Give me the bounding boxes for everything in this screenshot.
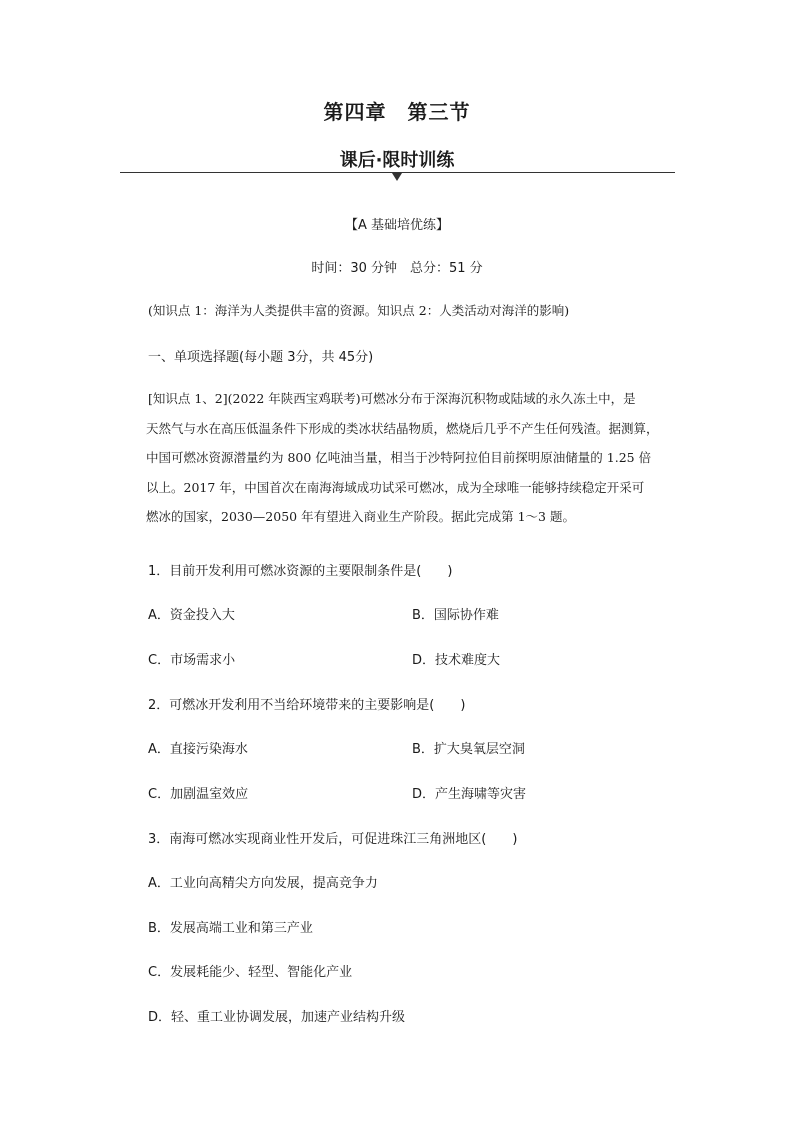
- passage-line: [知识点 1、2](2022 年陕西宝鸡联考)可燃冰分布于深海沉积物或陆域的永久冻土中，是: [148, 391, 636, 406]
- question-2-stem: 2．可燃冰开发利用不当给环境带来的主要影响是( ): [148, 698, 466, 713]
- level-label: 【A 基础培优练】: [344, 218, 450, 233]
- reading-passage: [148, 384, 676, 532]
- question-2-option-a[interactable]: A．直接污染海水: [148, 742, 248, 757]
- question-1-option-b[interactable]: B．国际协作难: [412, 608, 499, 623]
- chapter-title: 第四章 第三节: [323, 100, 471, 124]
- passage-line: 中国可燃冰资源潜量约为 800 亿吨油当量，相当于沙特阿拉伯目前探明原油储量的 1.25 倍: [146, 450, 652, 465]
- passage-line: 天然气与水在高压低温条件下形成的类冰状结晶物质，燃烧后几乎不产生任何残渣。据测算，: [146, 420, 659, 436]
- passage-line: 以上。2017 年，中国首次在南海海域成功试采可燃冰，成为全球唯一能够持续稳定开采可: [146, 479, 645, 495]
- time-info: 时间：30 分钟 总分：51 分: [311, 261, 483, 276]
- part-title: 一、单项选择题(每小题 3分，共 45分): [148, 350, 374, 365]
- question-1-stem: 1．目前开发利用可燃冰资源的主要限制条件是( ): [148, 564, 453, 579]
- question-1-option-a[interactable]: A．资金投入大: [148, 608, 235, 623]
- question-3-stem: 3．南海可燃冰实现商业性开发后，可促进珠江三角洲地区( ): [148, 832, 518, 847]
- section-subtitle: 课后·限时训练: [339, 150, 455, 171]
- question-1-option-c[interactable]: C．市场需求小: [148, 653, 236, 668]
- question-2-option-b[interactable]: B．扩大臭氧层空洞: [412, 742, 525, 757]
- question-3-option-d[interactable]: D．轻、重工业协调发展，加速产业结构升级: [148, 1010, 406, 1025]
- question-3-option-a[interactable]: A．工业向高精尖方向发展，提高竞争力: [148, 876, 378, 891]
- question-1-option-d[interactable]: D．技术难度大: [412, 653, 501, 668]
- question-2-option-d[interactable]: D．产生海啸等灾害: [412, 787, 527, 802]
- knowledge-points-note: (知识点 1：海洋为人类提供丰富的资源。知识点 2：人类活动对海洋的影响): [148, 303, 570, 318]
- question-3-option-c[interactable]: C．发展耗能少、轻型、智能化产业: [148, 965, 353, 980]
- down-triangle-icon: [392, 173, 402, 181]
- passage-line: 燃冰的国家，2030—2050 年有望进入商业生产阶段。据此完成第 1～3 题。: [146, 509, 575, 524]
- question-2-option-c[interactable]: C．加剧温室效应: [148, 787, 249, 802]
- question-3-option-b[interactable]: B．发展高端工业和第三产业: [148, 921, 313, 936]
